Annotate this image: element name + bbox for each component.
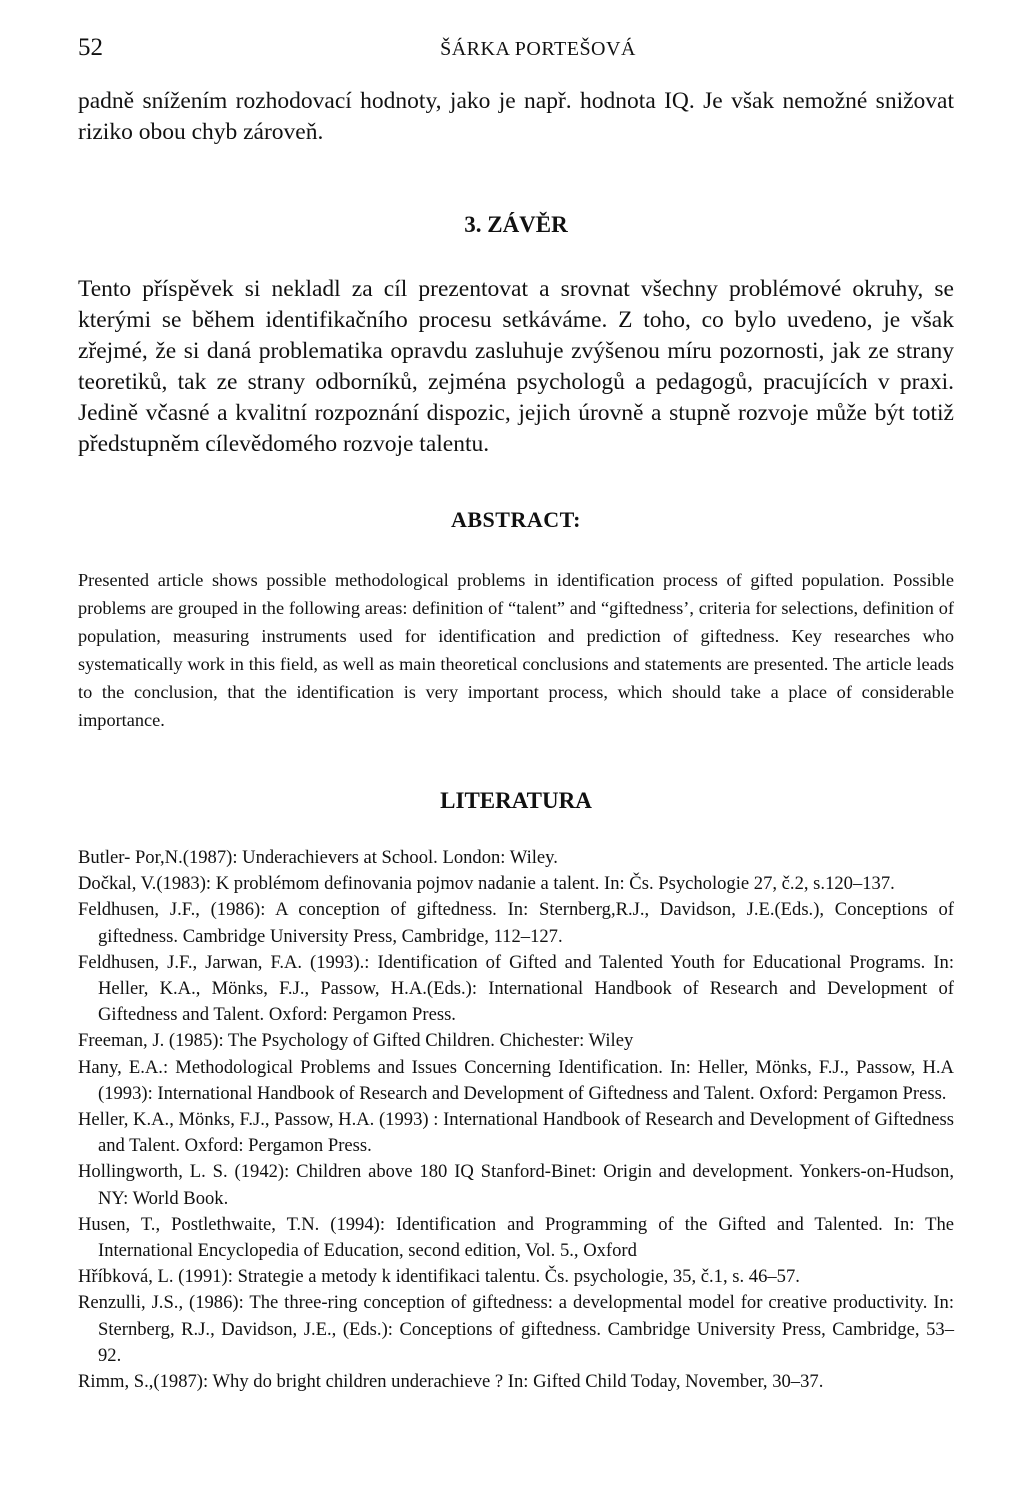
reference-item: Feldhusen, J.F., (1986): A conception of giftedness. In: Sternberg,R.J., Davidson, J.E.(Eds.), Conceptions of giftedness. Cambridge University Press, Cambridge, 112–127. [78,899,954,947]
reference-item: Butler- Por,N.(1987): Underachievers at School. London: Wiley. [78,847,558,868]
reference-item: Renzulli, J.S., (1986): The three-ring conception of giftedness: a developmental model for creative productivity. In: Sternberg, R.J., Davidson, J.E., (Eds.): Conceptions of giftedness. Cambridge University Press, Cambridge, 53–92. [78,1292,954,1366]
literature-heading: LITERATURA [440,788,592,813]
reference-item: Dočkal, V.(1983): K problémom definovania pojmov nadanie a talent. In: Čs. Psychologie 27, č.2, s.120–137. [78,873,895,895]
abstract-heading: ABSTRACT: [450,507,581,532]
reference-item: Hany, E.A.: Methodological Problems and Issues Concerning Identification. In: Heller, Mönks, F.J., Passow, H.A (1993): International Handbook of Research and Development of Giftedness and Talent. Oxford: Pergamon Press. [78,1056,954,1104]
abstract-paragraph: Presented article shows possible methodological problems in identification process of gifted population. Possible problems are grouped in the following areas: definition of “talent” and “giftedness’, criteria for selections, definition of population, measuring instruments used for identification and prediction of giftedness. Key researches who systematically work in this field, as well as main theoretical conclusions and statements are presented. The article leads to the conclusion, that the identification is very important process, which should take a place of considerable importance. [78,570,954,730]
conclusion-heading: 3. ZÁVĚR [464,212,568,237]
reference-item: Rimm, S.,(1987): Why do bright children underachieve ? In: Gifted Child Today, November, 30–37. [78,1371,824,1393]
reference-item: Feldhusen, J.F., Jarwan, F.A. (1993).: Identification of Gifted and Talented Youth for Educational Programs. In: Heller, K.A., Mönks, F.J., Passow, H.A.(Eds.): International Handbook of Research and Development of Giftedness and Talent. Oxford: Pergamon Press. [78,951,954,1026]
reference-item: Hollingworth, L. S. (1942): Children above 180 IQ Stanford-Binet: Origin and development. Yonkers-on-Hudson, NY: World Book. [78,1161,954,1209]
reference-list [78,845,954,1395]
running-head: ŠÁRKA PORTEŠOVÁ [440,38,636,60]
intro-paragraph: padně snížením rozhodovací hodnoty, jako je např. hodnota IQ. Je však nemožné snižovat riziko obou chyb zároveň. [78,88,954,145]
reference-item: Hříbková, L. (1991): Strategie a metody k identifikaci talentu. Čs. psychologie, 35, č.1, s. 46–57. [78,1266,800,1288]
reference-item: Husen, T., Postlethwaite, T.N. (1994): Identification and Programming of the Gifted and Talented. In: The International Encyclopedia of Education, second edition, Vol. 5., Oxford [78,1213,954,1262]
page-number: 52 [78,34,103,61]
page-header [78,34,958,66]
reference-item: Heller, K.A., Mönks, F.J., Passow, H.A. (1993) : International Handbook of Research and Development of Giftedness and Talent. Oxford: Pergamon Press. [78,1109,954,1157]
conclusion-paragraph: Tento příspěvek si nekladl za cíl prezentovat a srovnat všechny problémové okruhy, se kterými se během identifikačního procesu setkáváme. Z toho, co bylo uvedeno, je však zřejmé, že si daná problematika opravdu zasluhuje zvýšenou míru pozornosti, jak ze strany teoretiků, tak ze strany odborníků, zejména psychologů a pedagogů, pracujících v praxi. Jedině včasné a kvalitní rozpoznání dispozic, jejich úrovně a stupně rozvoje může být totiž předstupněm cílevědomého rozvoje talentu. [78,276,954,457]
reference-item: Freeman, J. (1985): The Psychology of Gifted Children. Chichester: Wiley [78,1030,634,1052]
